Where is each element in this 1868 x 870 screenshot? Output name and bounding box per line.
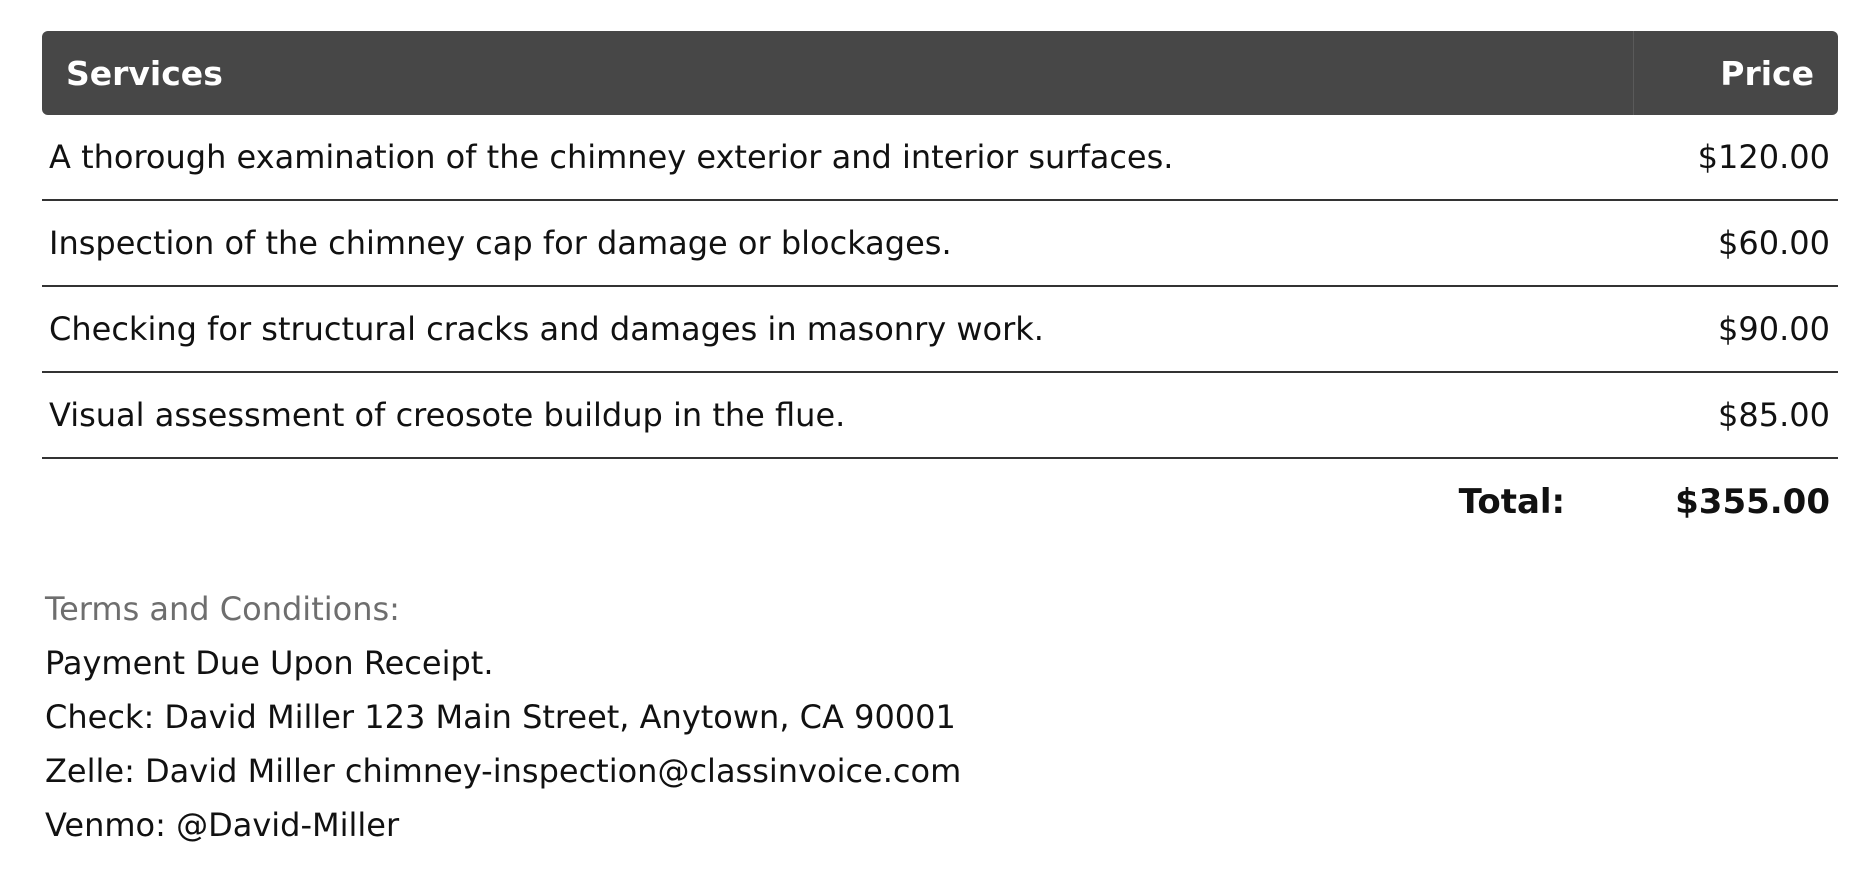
service-description: Visual assessment of creosote buildup in the flue. bbox=[49, 396, 846, 434]
service-description: Checking for structural cracks and damages in masonry work. bbox=[49, 310, 1044, 348]
service-price: $90.00 bbox=[1718, 310, 1830, 348]
table-row bbox=[42, 115, 1838, 201]
terms-check-info: Check: David Miller 123 Main Street, Anytown, CA 90001 bbox=[45, 698, 956, 736]
table-row bbox=[42, 287, 1838, 373]
service-price: $60.00 bbox=[1718, 224, 1830, 262]
terms-section bbox=[45, 582, 961, 852]
service-price: $120.00 bbox=[1697, 138, 1830, 176]
terms-title: Terms and Conditions: bbox=[45, 590, 400, 628]
price-column-header: Price bbox=[1633, 31, 1838, 115]
table-header bbox=[42, 31, 1838, 115]
table-row bbox=[42, 373, 1838, 459]
total-value: $355.00 bbox=[1675, 482, 1830, 522]
services-table bbox=[42, 31, 1838, 545]
terms-venmo-info: Venmo: @David-Miller bbox=[45, 806, 400, 844]
table-row bbox=[42, 201, 1838, 287]
services-column-header: Services bbox=[66, 53, 223, 93]
terms-zelle-info: Zelle: David Miller chimney-inspection@classinvoice.com bbox=[45, 752, 962, 790]
total-label: Total: bbox=[1458, 482, 1566, 522]
service-description: Inspection of the chimney cap for damage or blockages. bbox=[49, 224, 952, 262]
total-row bbox=[42, 459, 1838, 545]
terms-payment-due: Payment Due Upon Receipt. bbox=[45, 644, 494, 682]
service-price: $85.00 bbox=[1718, 396, 1830, 434]
service-description: A thorough examination of the chimney exterior and interior surfaces. bbox=[49, 138, 1174, 176]
